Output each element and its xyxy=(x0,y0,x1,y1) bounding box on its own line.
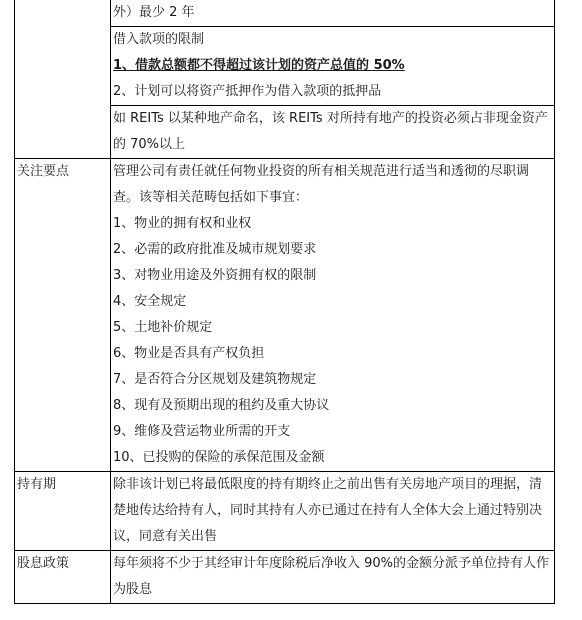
list-item: 1、物业的拥有权和业权 xyxy=(113,216,252,231)
row-content xyxy=(111,27,555,106)
list-item: 9、维修及营运物业所需的开支 xyxy=(113,424,291,439)
text-line: 2、计划可以将资产抵押作为借入款项的抵押品 xyxy=(113,84,382,99)
list-item: 2、必需的政府批准及城市规划要求 xyxy=(113,242,317,257)
text-line-emphasis: 1、借款总额都不得超过该计划的资产总值的 50% xyxy=(113,58,405,73)
list-item: 4、安全规定 xyxy=(113,294,187,309)
table-row xyxy=(15,159,555,472)
text-paragraph: 如 REITs 以某种地产命名，该 REITs 对所持有地产的投资必须占非现金资产的 70%以上 xyxy=(113,111,548,152)
row-content xyxy=(111,0,555,27)
list-item: 7、是否符合分区规划及建筑物规定 xyxy=(113,372,317,387)
row-label: 关注要点 xyxy=(15,159,111,472)
row-content xyxy=(111,472,555,551)
table-row xyxy=(15,0,555,27)
list-item: 6、物业是否具有产权负担 xyxy=(113,346,265,361)
row-label-empty xyxy=(15,0,111,159)
text-line: 借入款项的限制 xyxy=(113,32,205,47)
row-label: 股息政策 xyxy=(15,551,111,604)
list-item: 5、土地补价规定 xyxy=(113,320,213,335)
table-row xyxy=(15,472,555,551)
row-content xyxy=(111,106,555,159)
regulation-table xyxy=(14,0,555,604)
list-item: 10、已投购的保险的承保范围及金额 xyxy=(113,450,325,465)
table-row xyxy=(15,551,555,604)
text-paragraph: 除非该计划已将最低限度的持有期终止之前出售有关房地产项目的理据，清楚地传达给持有人，同时其持有人亦已通过在持有人全体大会上通过特别决议，同意有关出售 xyxy=(113,477,543,544)
row-content xyxy=(111,551,555,604)
text-paragraph: 每年须将不少于其经审计年度除税后净收入 90%的金额分派予单位持有人作为股息 xyxy=(113,556,550,597)
text-paragraph: 管理公司有责任就任何物业投资的所有相关规范进行适当和透彻的尽职调查。该等相关范畴包括如下事宜： xyxy=(113,164,530,205)
row-content xyxy=(111,159,555,472)
list-item: 8、现有及预期出现的租约及重大协议 xyxy=(113,398,330,413)
text-line: 外）最少 2 年 xyxy=(113,5,195,20)
row-label: 持有期 xyxy=(15,472,111,551)
list-item: 3、对物业用途及外资拥有权的限制 xyxy=(113,268,317,283)
